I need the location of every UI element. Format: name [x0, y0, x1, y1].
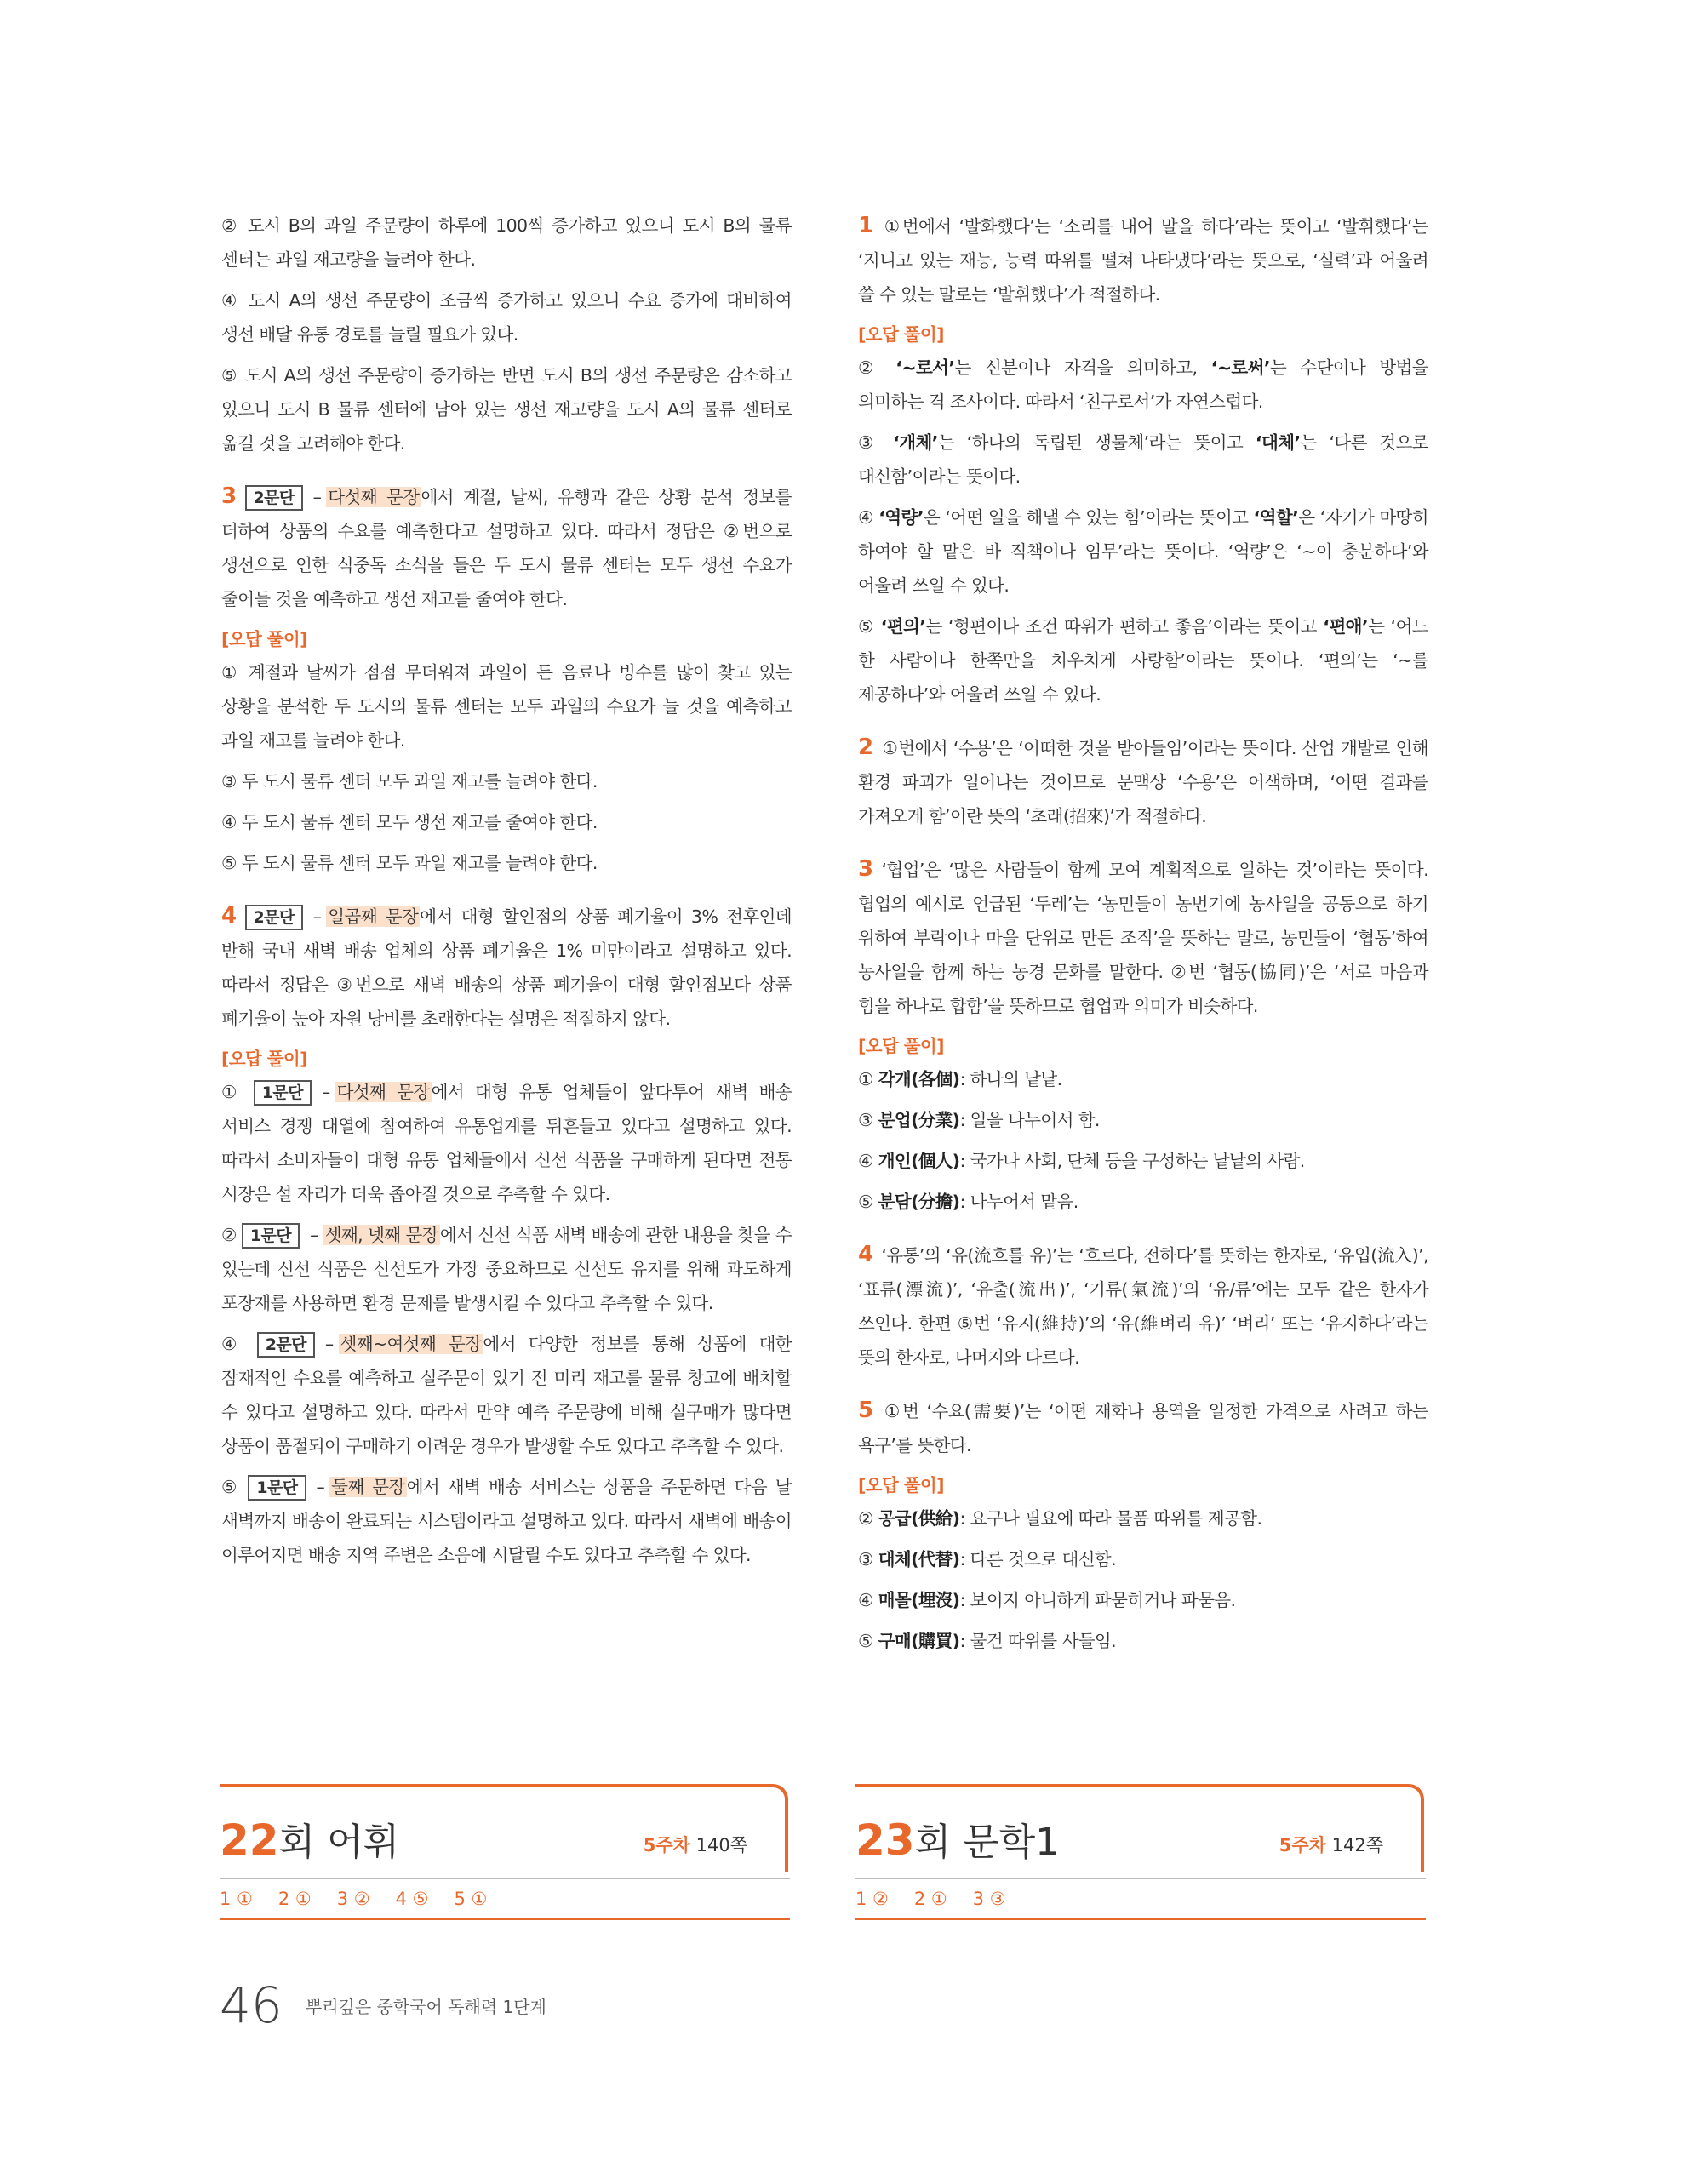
divider [220, 1918, 790, 1920]
answer-box-title: 22회 어휘 [220, 1815, 400, 1865]
divider [855, 1918, 1426, 1920]
r-q3-explanation: 3 ‘협업’은 ‘많은 사람들이 함께 모여 계획적으로 일하는 것’이라는 뜻이다. 협업의 예시로 언급된 ‘두레’는 ‘농민들이 농번기에 농사일을 공동으로 하기 위하여 부락이나 마을 단위로 만든 조직’을 뜻하는 말로, 농민들이 ‘협동’하여 농사일을 함께 하는 농경 문화를 말한다. ②번 ‘협동(協同)’은 ‘서로 마음과 힘을 하나로 합함’을 뜻하므로 협업과 의미가 비슷하다. [858, 856, 1428, 1016]
q4-explanation: 4 2문단 – 일곱째 문장에서 대형 할인점의 상품 폐기율이 3% 전후인데 반해 국내 새벽 배송 업체의 상품 폐기율은 1% 미만이라고 설명하고 있다. 따라서 정답은 ③번으로 새벽 배송의 상품 폐기율이 대형 할인점보다 상품 폐기율이 높아 자원 낭비를 초래한다는 설명은 적절하지 않다. [221, 903, 792, 1029]
q3-paragraph-tag: 2문단 [245, 485, 303, 511]
r-q3-wrong-answer-title: [오답 풀이] [858, 1036, 944, 1056]
r-q3-wrong-4: ④ 개인(個人): 국가나 사회, 단체 등을 구성하는 낱낱의 사람. [858, 1151, 1305, 1171]
q3-number: 3 [221, 483, 237, 509]
intro-paragraph-1: ② 도시 B의 과일 주문량이 하루에 100씩 증가하고 있으니 도시 B의 물류 센터는 과일 재고량을 늘려야 한다. [221, 215, 792, 270]
r-q3-wrong-5: ⑤ 분담(分擔): 나누어서 맡음. [858, 1192, 1078, 1212]
r-q1-wrong-3: ③ ‘개체’는 ‘하나의 독립된 생물체’라는 뜻이고 ‘대체’는 ‘다른 것으로 대신함’이라는 뜻이다. [858, 432, 1428, 487]
q3-wrong-3: ③ 두 도시 물류 센터 모두 과일 재고를 늘려야 한다. [221, 771, 598, 792]
q4-number: 4 [221, 903, 237, 929]
q3-wrong-4: ④ 두 도시 물류 센터 모두 생선 재고를 줄여야 한다. [221, 812, 598, 832]
q4-wrong-5: ⑤ 1문단 – 둘째 문장에서 새벽 배송 서비스는 상품을 주문하면 다음 날 새벽까지 배송이 완료되는 시스템이라고 설명하고 있다. 따라서 새벽에 배송이 이루어지면 배송 지역 주변은 소음에 시달릴 수도 있다고 추측할 수 있다. [221, 1477, 792, 1565]
answer-box-23 [855, 1784, 1426, 1917]
r-q5-wrong-5: ⑤ 구매(購買): 물건 따위를 사들임. [858, 1631, 1117, 1651]
r-q5-wrong-4: ④ 매몰(埋沒): 보이지 아니하게 파묻히거나 파묻음. [858, 1590, 1236, 1610]
page-number: 46 [220, 1976, 283, 2034]
r-q5-explanation: 5 ①번 ‘수요(需要)’는 ‘어떤 재화나 용역을 일정한 가격으로 사려고 하는 욕구’를 뜻한다. [858, 1398, 1428, 1455]
r-q1-wrong-4: ④ ‘역량’은 ‘어떤 일을 해낼 수 있는 힘’이라는 뜻이고 ‘역할’은 ‘자기가 마땅히 하여야 할 맡은 바 직책이나 임무’라는 뜻이다. ‘역량’은 ‘~이 충분하다’와 어울려 쓰일 수 있다. [858, 507, 1428, 596]
q3-wrong-5: ⑤ 두 도시 물류 센터 모두 과일 재고를 늘려야 한다. [221, 853, 598, 873]
page-footer [220, 1976, 546, 2034]
r-q1-wrong-answer-title: [오답 풀이] [858, 324, 944, 345]
answer-box-title: 23회 문학1 [855, 1815, 1060, 1865]
intro-paragraph-2: ④ 도시 A의 생선 주문량이 조금씩 증가하고 있으니 수요 증가에 대비하여 생선 배달 유통 경로를 늘릴 필요가 있다. [221, 290, 792, 345]
q4-wrong-2: ② 1문단 – 셋째, 넷째 문장에서 신선 식품 새벽 배송에 관한 내용을 찾을 수 있는데 신선 식품은 신선도가 가장 중요하므로 신선도 유지를 위해 과도하게 포장재를 사용하면 환경 문제를 발생시킬 수 있다고 추측할 수 있다. [221, 1225, 792, 1313]
answer-box-22 [220, 1784, 790, 1917]
right-column [858, 209, 1428, 1665]
answer-box-page-ref: 5주차 142쪽 [1279, 1835, 1383, 1855]
q4-wrong-4: ④ 2문단 – 셋째~여섯째 문장에서 다양한 정보를 통해 상품에 대한 잠재적인 수요를 예측하고 실주문이 있기 전 미리 재고를 물류 창고에 배치할 수 있다고 설명하고 있다. 따라서 만약 예측 주문량에 비해 실구매가 많다면 상품이 품절되어 구매하기 어려운 경우가 발생할 수도 있다고 추측할 수 있다. [221, 1334, 792, 1456]
divider [220, 1878, 790, 1879]
r-q1-explanation: 1 ①번에서 ‘발화했다’는 ‘소리를 내어 말을 하다’라는 뜻이고 ‘발휘했다’는 ‘지니고 있는 재능, 능력 따위를 떨쳐 나타냈다’라는 뜻으로, ‘실력’과 어울려 쓸 수 있는 말로는 ‘발휘했다’가 적절하다. [858, 213, 1428, 305]
r-q5-wrong-3: ③ 대체(代替): 다른 것으로 대신함. [858, 1549, 1117, 1569]
r-q3-wrong-1: ① 각개(各個): 하나의 낱낱. [858, 1069, 1062, 1089]
r-q2-explanation: 2 ①번에서 ‘수용’은 ‘어떠한 것을 받아들임’이라는 뜻이다. 산업 개발로 인해 환경 파괴가 일어나는 것이므로 문맥상 ‘수용’은 어색하며, ‘어떤 결과를 가져오게 함’이란 뜻의 ‘초래(招來)’가 적절하다. [858, 735, 1428, 826]
intro-paragraph-3: ⑤ 도시 A의 생선 주문량이 증가하는 반면 도시 B의 생선 주문량은 감소하고 있으니 도시 B 물류 센터에 남아 있는 생선 재고량을 도시 A의 물류 센터로 옮길 것을 고려해야 한다. [221, 365, 792, 454]
answer-keys: 1 ② 2 ① 3 ③ [855, 1889, 1006, 1909]
q3-sentence-highlight: 다섯째 문장 [328, 487, 420, 507]
left-column [221, 209, 792, 1579]
q4-wrong-answer-title: [오답 풀이] [221, 1049, 307, 1069]
q3-explanation: 3 2문단 – 다섯째 문장에서 계절, 날씨, 유행과 같은 상황 분석 정보를 더하여 상품의 수요를 예측한다고 설명하고 있다. 따라서 정답은 ②번으로 생선으로 인한 식중독 소식을 들은 두 도시 물류 센터는 모두 생선 수요가 줄어들 것을 예측하고 생선 재고를 줄여야 한다. [221, 483, 792, 609]
q3-wrong-answer-title: [오답 풀이] [221, 629, 307, 649]
answer-keys: 1 ① 2 ① 3 ② 4 ⑤ 5 ① [220, 1889, 488, 1909]
r-q5-wrong-2: ② 공급(供給): 요구나 필요에 따라 물품 따위를 제공함. [858, 1508, 1262, 1529]
q4-wrong-1: ① 1문단 – 다섯째 문장에서 대형 유통 업체들이 앞다투어 새벽 배송 서비스 경쟁 대열에 참여하여 유통업계를 뒤흔들고 있다고 설명하고 있다. 따라서 소비자들이 대형 유통 업체들에서 신선 식품을 구매하게 된다면 전통 시장은 설 자리가 더욱 좁아질 것으로 추측할 수 있다. [221, 1082, 792, 1204]
r-q5-wrong-answer-title: [오답 풀이] [858, 1475, 944, 1495]
r-q1-wrong-5: ⑤ ‘편의’는 ‘형편이나 조건 따위가 편하고 좋음’이라는 뜻이고 ‘편애’는 ‘어느 한 사람이나 한쪽만을 치우치게 사랑함’이라는 뜻이다. ‘편의’는 ‘~를 제공하다’와 어울려 쓰일 수 있다. [858, 616, 1428, 705]
answer-box-page-ref: 5주차 140쪽 [643, 1835, 747, 1855]
q4-paragraph-tag: 2문단 [245, 905, 303, 930]
r-q3-wrong-3: ③ 분업(分業): 일을 나누어서 함. [858, 1110, 1100, 1130]
q3-wrong-1: ① 계절과 날씨가 점점 무더워져 과일이 든 음료나 빙수를 많이 찾고 있는 상황을 분석한 두 도시의 물류 센터는 모두 과일의 수요가 늘 것을 예측하고 과일 재고를 늘려야 한다. [221, 662, 792, 751]
divider [855, 1878, 1426, 1879]
book-title: 뿌리깊은 중학국어 독해력 1단계 [305, 1996, 546, 2017]
q4-sentence-highlight: 일곱째 문장 [328, 906, 419, 927]
r-q4-explanation: 4 ‘유통’의 ‘유(流흐를 유)’는 ‘흐르다, 전하다’를 뜻하는 한자로, ‘유입(流入)’, ‘표류(漂流)’, ‘유출(流出)’, ‘기류(氣流)’의 ‘유/류’에는 모두 같은 한자가 쓰인다. 한편 ⑤번 ‘유지(維持)’의 ‘유(維벼리 유)’ ‘벼리’ 또는 ‘유지하다’라는 뜻의 한자로, 나머지와 다르다. [858, 1242, 1428, 1368]
r-q1-wrong-2: ② ‘~로서’는 신분이나 자격을 의미하고, ‘~로써’는 수단이나 방법을 의미하는 격 조사이다. 따라서 ‘친구로서’가 자연스럽다. [858, 357, 1428, 412]
